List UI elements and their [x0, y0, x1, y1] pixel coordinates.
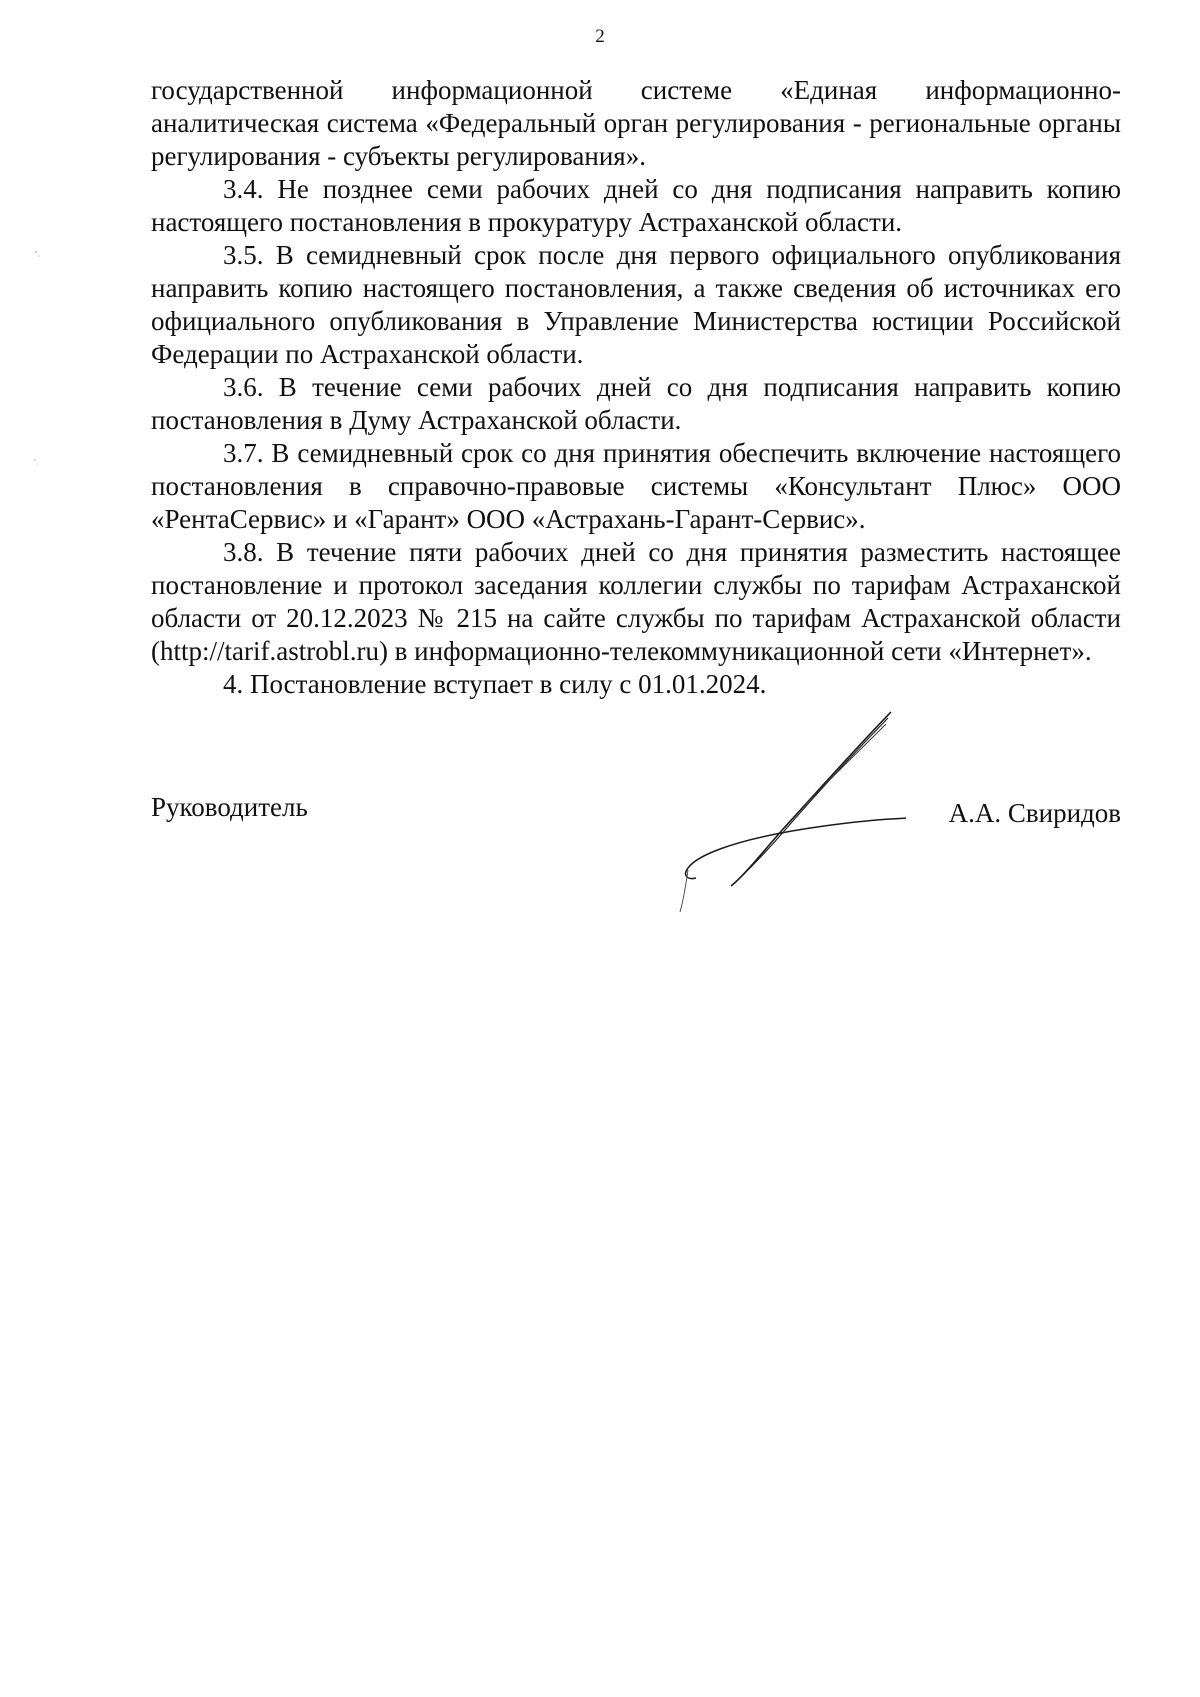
- paragraph-3-5: 3.5. В семидневный срок после дня первого официального опубликования направить копию настоящего постановления, а также сведения об источниках его официального опубликования в Управление Министерства юстиции Российской Федерации по Астраханской области.: [151, 240, 1121, 369]
- paragraph-3-6: 3.6. В течение семи рабочих дней со дня подписания направить копию постановления в Думу Астраханской области.: [151, 372, 1121, 435]
- signature-block: [151, 780, 1121, 940]
- paragraph-3-4: 3.4. Не позднее семи рабочих дней со дня подписания направить копию настоящего постановления в прокуратуру Астраханской области.: [151, 174, 1121, 237]
- document-body: [151, 74, 1121, 701]
- paragraph-3-8: 3.8. В течение пяти рабочих дней со дня принятия разместить настоящее постановление и протокол заседания коллегии службы по тарифам Астраханской области от 20.12.2023 № 215 на сайте службы по тарифам Астраханской области (http://tarif.astrobl.ru) в информационно-телекоммуникационной сети «Интернет».: [151, 537, 1121, 666]
- paragraph-3-7: 3.7. В семидневный срок со дня принятия обеспечить включение настоящего постановления в справочно-правовые системы «Консультант Плюс» ООО «РентаСервис» и «Гарант» ООО «Астрахань-Гарант-Сервис».: [151, 438, 1121, 534]
- handwritten-signature: [666, 708, 906, 918]
- signatory-name: А.А. Свиридов: [948, 798, 1121, 828]
- page-number: 2: [595, 26, 605, 47]
- signatory-role: Руководитель: [151, 792, 308, 822]
- scan-margin-marks: [30, 250, 50, 510]
- paragraph-continuation: государственной информационной системе «Единая информационно-аналитическая система «Федеральный орган регулирования - региональные органы регулирования - субъекты регулирования».: [151, 75, 1121, 171]
- paragraph-4: 4. Постановление вступает в силу с 01.01.2024.: [223, 669, 767, 699]
